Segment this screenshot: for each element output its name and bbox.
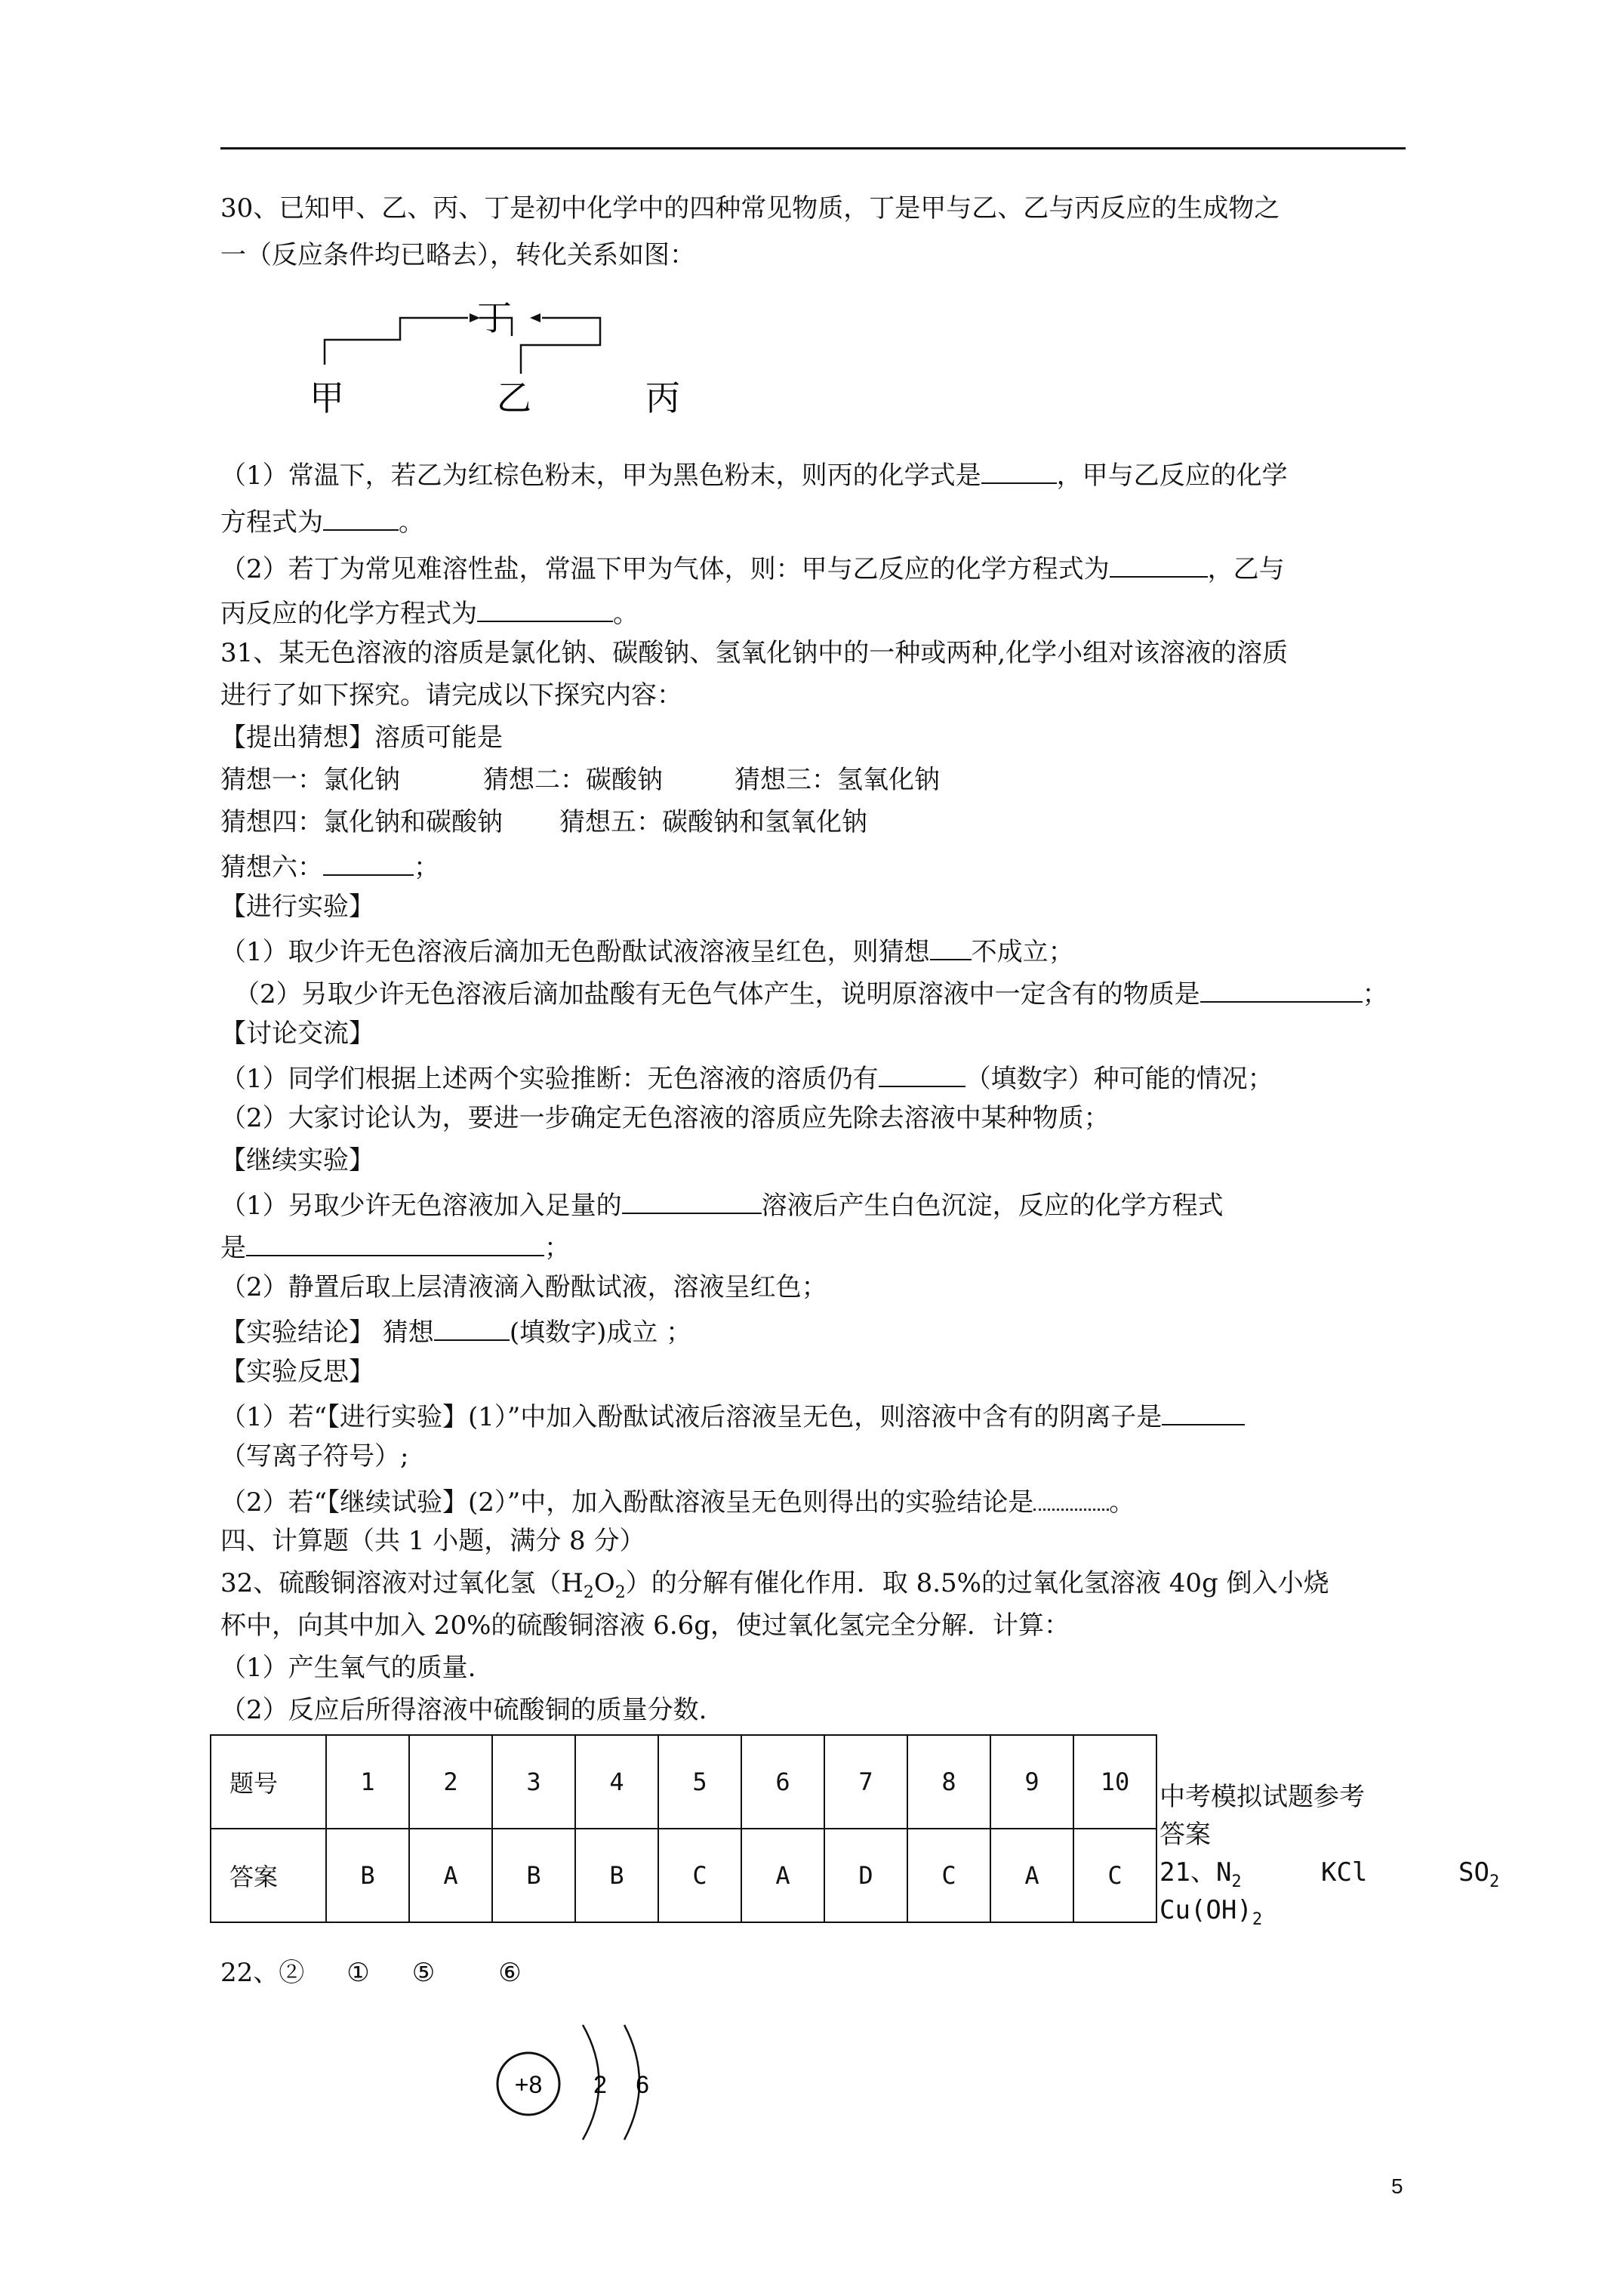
- q30-line1: 30、已知甲、乙、丙、丁是初中化学中的四种常见物质，丁是甲与乙、乙与丙反应的生成物之: [220, 193, 1280, 223]
- hypothesis-six: 猜想六： ；: [220, 847, 439, 885]
- page-number: 5: [1391, 2174, 1403, 2198]
- q32-part1: （1）产生氧气的质量.: [220, 1653, 476, 1683]
- table-cell: 4: [575, 1735, 658, 1829]
- answer-blank[interactable]: [323, 502, 399, 531]
- q30-part1-line2: 方程式为 。: [220, 502, 424, 540]
- heading-discussion: 【讨论交流】: [220, 1019, 374, 1049]
- shell-1-electrons: 2: [593, 2071, 607, 2098]
- q31-line1: 31、某无色溶液的溶质是氯化钠、碳酸钠、氢氧化钠中的一种或两种,化学小组对该溶液的溶质: [220, 638, 1289, 668]
- reflection-1-line2: （写离子符号）;: [220, 1441, 409, 1472]
- arrow-left-icon: [530, 313, 540, 322]
- table-cell: 5: [658, 1735, 741, 1829]
- q31-line2: 进行了如下探究。请完成以下探究内容：: [220, 680, 682, 710]
- q32-line2: 杯中，向其中加入 20%的硫酸铜溶液 6.6g，使过氧化氢完全分解．计算：: [220, 1610, 1070, 1641]
- answer-22: 22、② ① ⑤ ⑥: [220, 1958, 522, 1988]
- table-cell: C: [658, 1829, 741, 1922]
- table-cell: C: [1073, 1829, 1156, 1922]
- experiment-2: （2）另取少许无色溶液后滴加盐酸有无色气体产生，说明原溶液中一定含有的物质是 ；: [234, 974, 1388, 1012]
- answer-21-line: 21、$N_2$ KCl $SO_2$: [1160, 1857, 1500, 1891]
- table-cell: 1: [326, 1735, 409, 1829]
- experiment-1: （1）取少许无色溶液后滴加无色酚酞试液溶液呈红色，则猜想 不成立；: [220, 932, 1074, 969]
- table-cell: 7: [824, 1735, 907, 1829]
- continue-2: （2）静置后取上层清液滴入酚酞试液，溶液呈红色；: [220, 1272, 827, 1302]
- answer-blank[interactable]: [622, 1185, 762, 1214]
- answer-blank[interactable]: [477, 593, 613, 622]
- table-cell: B: [492, 1829, 575, 1922]
- q32-line1: 32、硫酸铜溶液对过氧化氢$(H_2O_2)$的分解有催化作用．取 8.5%的过氧化氢溶液 40g 倒入小烧: [220, 1568, 1329, 1602]
- section-4-heading: 四、计算题（共 1 小题，满分 8 分）: [220, 1526, 645, 1556]
- table-cell: 3: [492, 1735, 575, 1829]
- table-row-numbers: [211, 1735, 1156, 1829]
- answer-21-line2: $Cu(OH)_2$: [1160, 1895, 1263, 1929]
- answer-blank[interactable]: [879, 1059, 965, 1087]
- q30-part1-line1: （1）常温下，若乙为红棕色粉末，甲为黑色粉末，则丙的化学式是 ，甲与乙反应的化学: [220, 455, 1288, 493]
- shell-2-electrons: 6: [636, 2071, 649, 2098]
- conclusion: 【实验结论】 猜想 (填数字)成立 ；: [220, 1312, 691, 1350]
- answer-key-title-1: 中考模拟试题参考: [1160, 1782, 1365, 1812]
- continue-1-line1: （1）另取少许无色溶液加入足量的 溶液后产生白色沉淀，反应的化学方程式: [220, 1185, 1224, 1223]
- node-ding: 丁: [477, 298, 512, 338]
- node-yi: 乙: [497, 378, 531, 418]
- q30-part2-line1: （2）若丁为常见难溶性盐，常温下甲为气体，则：甲与乙反应的化学方程式为 ，乙与: [220, 549, 1285, 587]
- table-cell: 10: [1073, 1735, 1156, 1829]
- table-cell: 6: [741, 1735, 824, 1829]
- yi-bing-to-ding-line: [521, 318, 600, 374]
- hypotheses-row1: 猜想一：氯化钠 猜想二：碳酸钠 猜想三：氢氧化钠: [220, 765, 940, 795]
- node-bing: 丙: [645, 378, 680, 418]
- answer-key-title-2: 答案: [1160, 1820, 1211, 1850]
- nucleus-charge: +8: [514, 2071, 543, 2098]
- answer-blank[interactable]: [1033, 1481, 1109, 1511]
- answer-key: [1160, 1778, 1500, 1939]
- answer-blank[interactable]: [323, 847, 414, 876]
- header-rule: [220, 147, 1406, 149]
- hypotheses-row2: 猜想四：氯化钠和碳酸钠 猜想五：碳酸钠和氢氧化钠: [220, 807, 867, 837]
- discussion-2: （2）大家讨论认为，要进一步确定无色溶液的溶质应先除去溶液中某种物质；: [220, 1103, 1110, 1133]
- heading-experiment: 【进行实验】: [220, 892, 374, 922]
- answer-blank[interactable]: [434, 1312, 510, 1341]
- table-cell: 2: [409, 1735, 492, 1829]
- table-cell: A: [990, 1829, 1073, 1922]
- answer-blank[interactable]: [1110, 549, 1208, 578]
- reflection-1-line1: （1）若“【进行实验】(1）”中加入酚酞试液后溶液呈无色，则溶液中含有的阴离子是: [220, 1397, 1245, 1435]
- row-label-number: 题号: [211, 1735, 326, 1829]
- table-row-answers: [211, 1829, 1156, 1922]
- q32-part2: （2）反应后所得溶液中硫酸铜的质量分数.: [220, 1695, 707, 1725]
- q30-conversion-diagram: [302, 298, 725, 427]
- node-jia: 甲: [310, 378, 344, 418]
- row-label-answer: 答案: [211, 1829, 326, 1922]
- heading-continue-experiment: 【继续实验】: [220, 1145, 374, 1176]
- answer-blank[interactable]: [981, 455, 1057, 484]
- jia-to-ding-line: [325, 318, 468, 365]
- answer-blank[interactable]: [1162, 1397, 1245, 1425]
- table-cell: D: [824, 1829, 907, 1922]
- continue-1-line2: 是 ；: [220, 1228, 570, 1265]
- table-cell: 8: [907, 1735, 990, 1829]
- answer-table: [210, 1734, 1157, 1923]
- heading-reflection: 【实验反思】: [220, 1357, 374, 1387]
- table-cell: B: [575, 1829, 658, 1922]
- q30-part2-line2: 丙反应的化学方程式为 。: [220, 593, 639, 631]
- table-cell: C: [907, 1829, 990, 1922]
- table-cell: 9: [990, 1735, 1073, 1829]
- table-cell: B: [326, 1829, 409, 1922]
- reflection-2: （2）若“【继续试验】(2）”中，加入酚酞溶液呈无色则得出的实验结论是 。: [220, 1481, 1135, 1520]
- answer-blank[interactable]: [246, 1228, 544, 1256]
- heading-propose-hypothesis: 【提出猜想】溶质可能是: [220, 723, 503, 753]
- discussion-1: （1）同学们根据上述两个实验推断：无色溶液的溶质仍有 （填数字）种可能的情况；: [220, 1059, 1273, 1096]
- table-cell: A: [409, 1829, 492, 1922]
- answer-blank[interactable]: [930, 932, 972, 960]
- answer-blank[interactable]: [1200, 974, 1363, 1003]
- table-cell: A: [741, 1829, 824, 1922]
- q30-line2: 一（反应条件均已略去），转化关系如图：: [220, 240, 695, 270]
- oxygen-atom-structure-diagram: [494, 2023, 676, 2144]
